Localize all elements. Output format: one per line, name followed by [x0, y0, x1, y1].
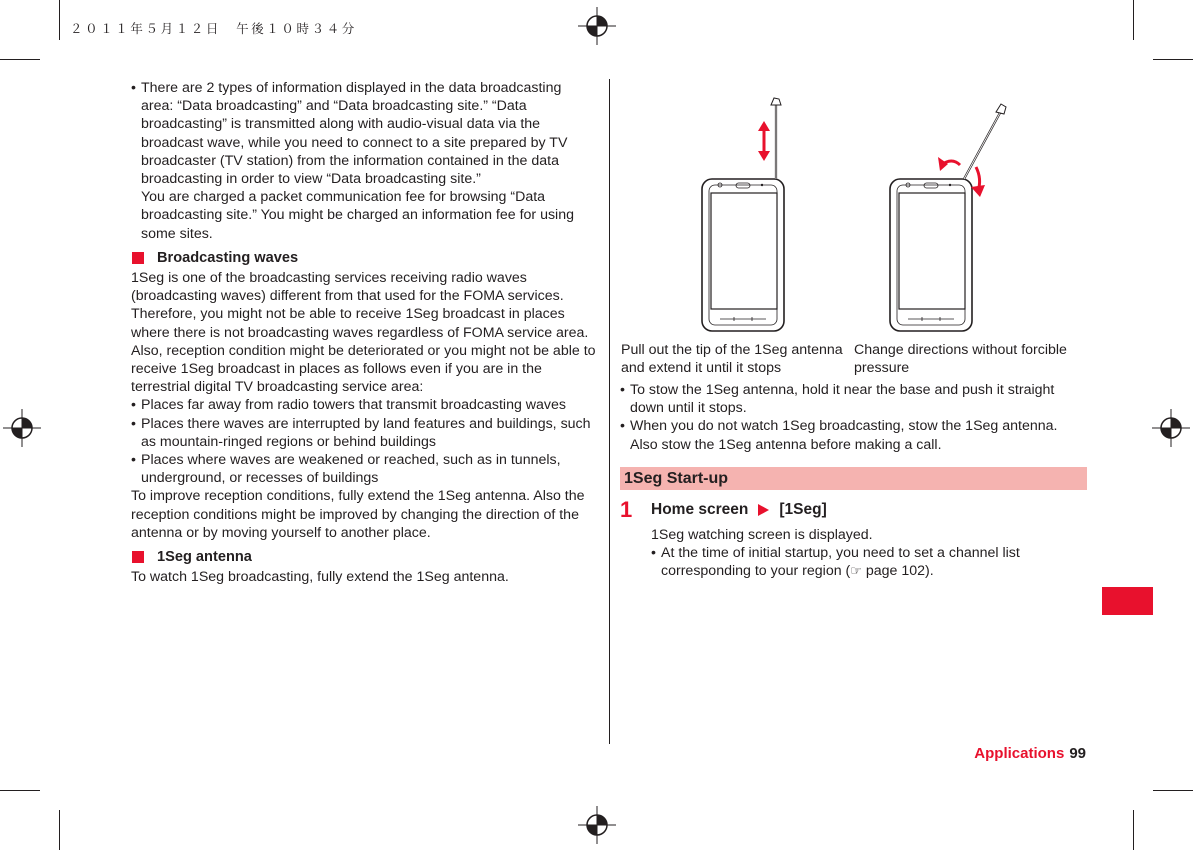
paragraph: Also, reception condition might be deteriorated or you might not be able to receive 1Seg broadcast in places as follows even if you are in the terrestrial digital TV broadcasting service area: [131, 342, 596, 396]
crop-mark [1133, 0, 1134, 40]
list-item: • Places far away from radio towers that transmit broadcasting waves [131, 396, 596, 414]
right-column-notes [620, 381, 1086, 454]
print-timestamp: ２０１１年５月１２日 午後１０時３４分 [70, 21, 357, 36]
chapter-tab [1102, 587, 1153, 615]
step-title-1seg: [1Seg] [779, 501, 827, 518]
antenna-heading [131, 548, 596, 566]
page-reference: page 102). [861, 563, 934, 580]
step-title [651, 500, 827, 520]
paragraph: 1Seg is one of the broadcasting services receiving radio waves (broadcasting waves) different from that used for the FOMA services. Therefore, you might not be able to receive 1Seg broadcast in places where there is not broadcasting waves regardless of FOMA service area. [131, 270, 589, 341]
phone-extended-antenna-icon [702, 98, 784, 331]
heading-label: Broadcasting waves [157, 249, 299, 266]
caption-right: Change directions without forcible pressure [854, 342, 1067, 377]
crop-mark [1153, 59, 1193, 60]
crop-mark [59, 810, 60, 850]
left-column [131, 79, 596, 586]
step-title-home: Home screen [651, 501, 749, 518]
broadcasting-waves-heading [131, 249, 596, 267]
step-description: 1Seg watching screen is displayed. [651, 527, 873, 543]
section-title-band: 1Seg Start-up [620, 467, 1087, 490]
list-item: • To stow the 1Seg antenna, hold it near the base and push it straight down until it stops. [620, 381, 1086, 417]
step-body [651, 526, 1081, 581]
intro-bullet: • There are 2 types of information displayed in the data broadcasting area: “Data broadcasting” and “Data broadcasting site.” “Data broadcasting” is transmitted along with audio-visual data via the broadcast wave, while you need to connect to a site prepared by TV broadcaster (TV station) from the information contained in the data broadcasting in order to view “Data broadcasting site.” [131, 79, 596, 188]
square-bullet-icon [132, 551, 144, 563]
heading-label: 1Seg antenna [157, 549, 252, 566]
intro-note: You are charged a packet communication fee for browsing “Data broadcasting site.” You might be charged an information fee for using some sites. [141, 189, 574, 242]
crop-mark [1133, 810, 1134, 850]
list-item [651, 544, 1081, 580]
arrow-right-icon [758, 504, 769, 516]
crop-mark [0, 790, 40, 791]
bullet-text: At the time of initial startup, you need to set a channel list corresponding to your region ( [661, 545, 1020, 580]
crop-mark [59, 0, 60, 40]
paragraph: To watch 1Seg broadcasting, fully extend the 1Seg antenna. [131, 569, 509, 586]
page-footer [974, 745, 1086, 762]
registration-mark-icon [578, 806, 616, 844]
step-number: 1 [620, 497, 633, 522]
square-bullet-icon [132, 252, 144, 264]
registration-mark-icon [1152, 409, 1190, 447]
column-divider [609, 79, 610, 744]
caption-left: Pull out the tip of the 1Seg antenna and extend it until it stops [621, 342, 843, 377]
list-item: • Places there waves are interrupted by land features and buildings, such as mountain-ringed regions or behind buildings [131, 415, 596, 451]
crop-mark [1153, 790, 1193, 791]
pointing-hand-icon: ☞ [850, 563, 862, 579]
registration-mark-icon [3, 409, 41, 447]
crop-mark [0, 59, 40, 60]
page-number: 99 [1069, 745, 1086, 762]
phone-antenna-illustration [690, 95, 1010, 335]
phone-rotated-antenna-icon [890, 104, 1006, 331]
footer-section: Applications [974, 745, 1065, 762]
list-item: • When you do not watch 1Seg broadcasting, stow the 1Seg antenna. Also stow the 1Seg antenna before making a call. [620, 417, 1086, 453]
list-item: • Places where waves are weakened or reached, such as in tunnels, underground, or recesses of buildings [131, 451, 596, 487]
registration-mark-icon [578, 7, 616, 45]
paragraph: To improve reception conditions, fully extend the 1Seg antenna. Also the reception conditions might be improved by changing the direction of the antenna or by moving yourself to another place. [131, 488, 585, 541]
